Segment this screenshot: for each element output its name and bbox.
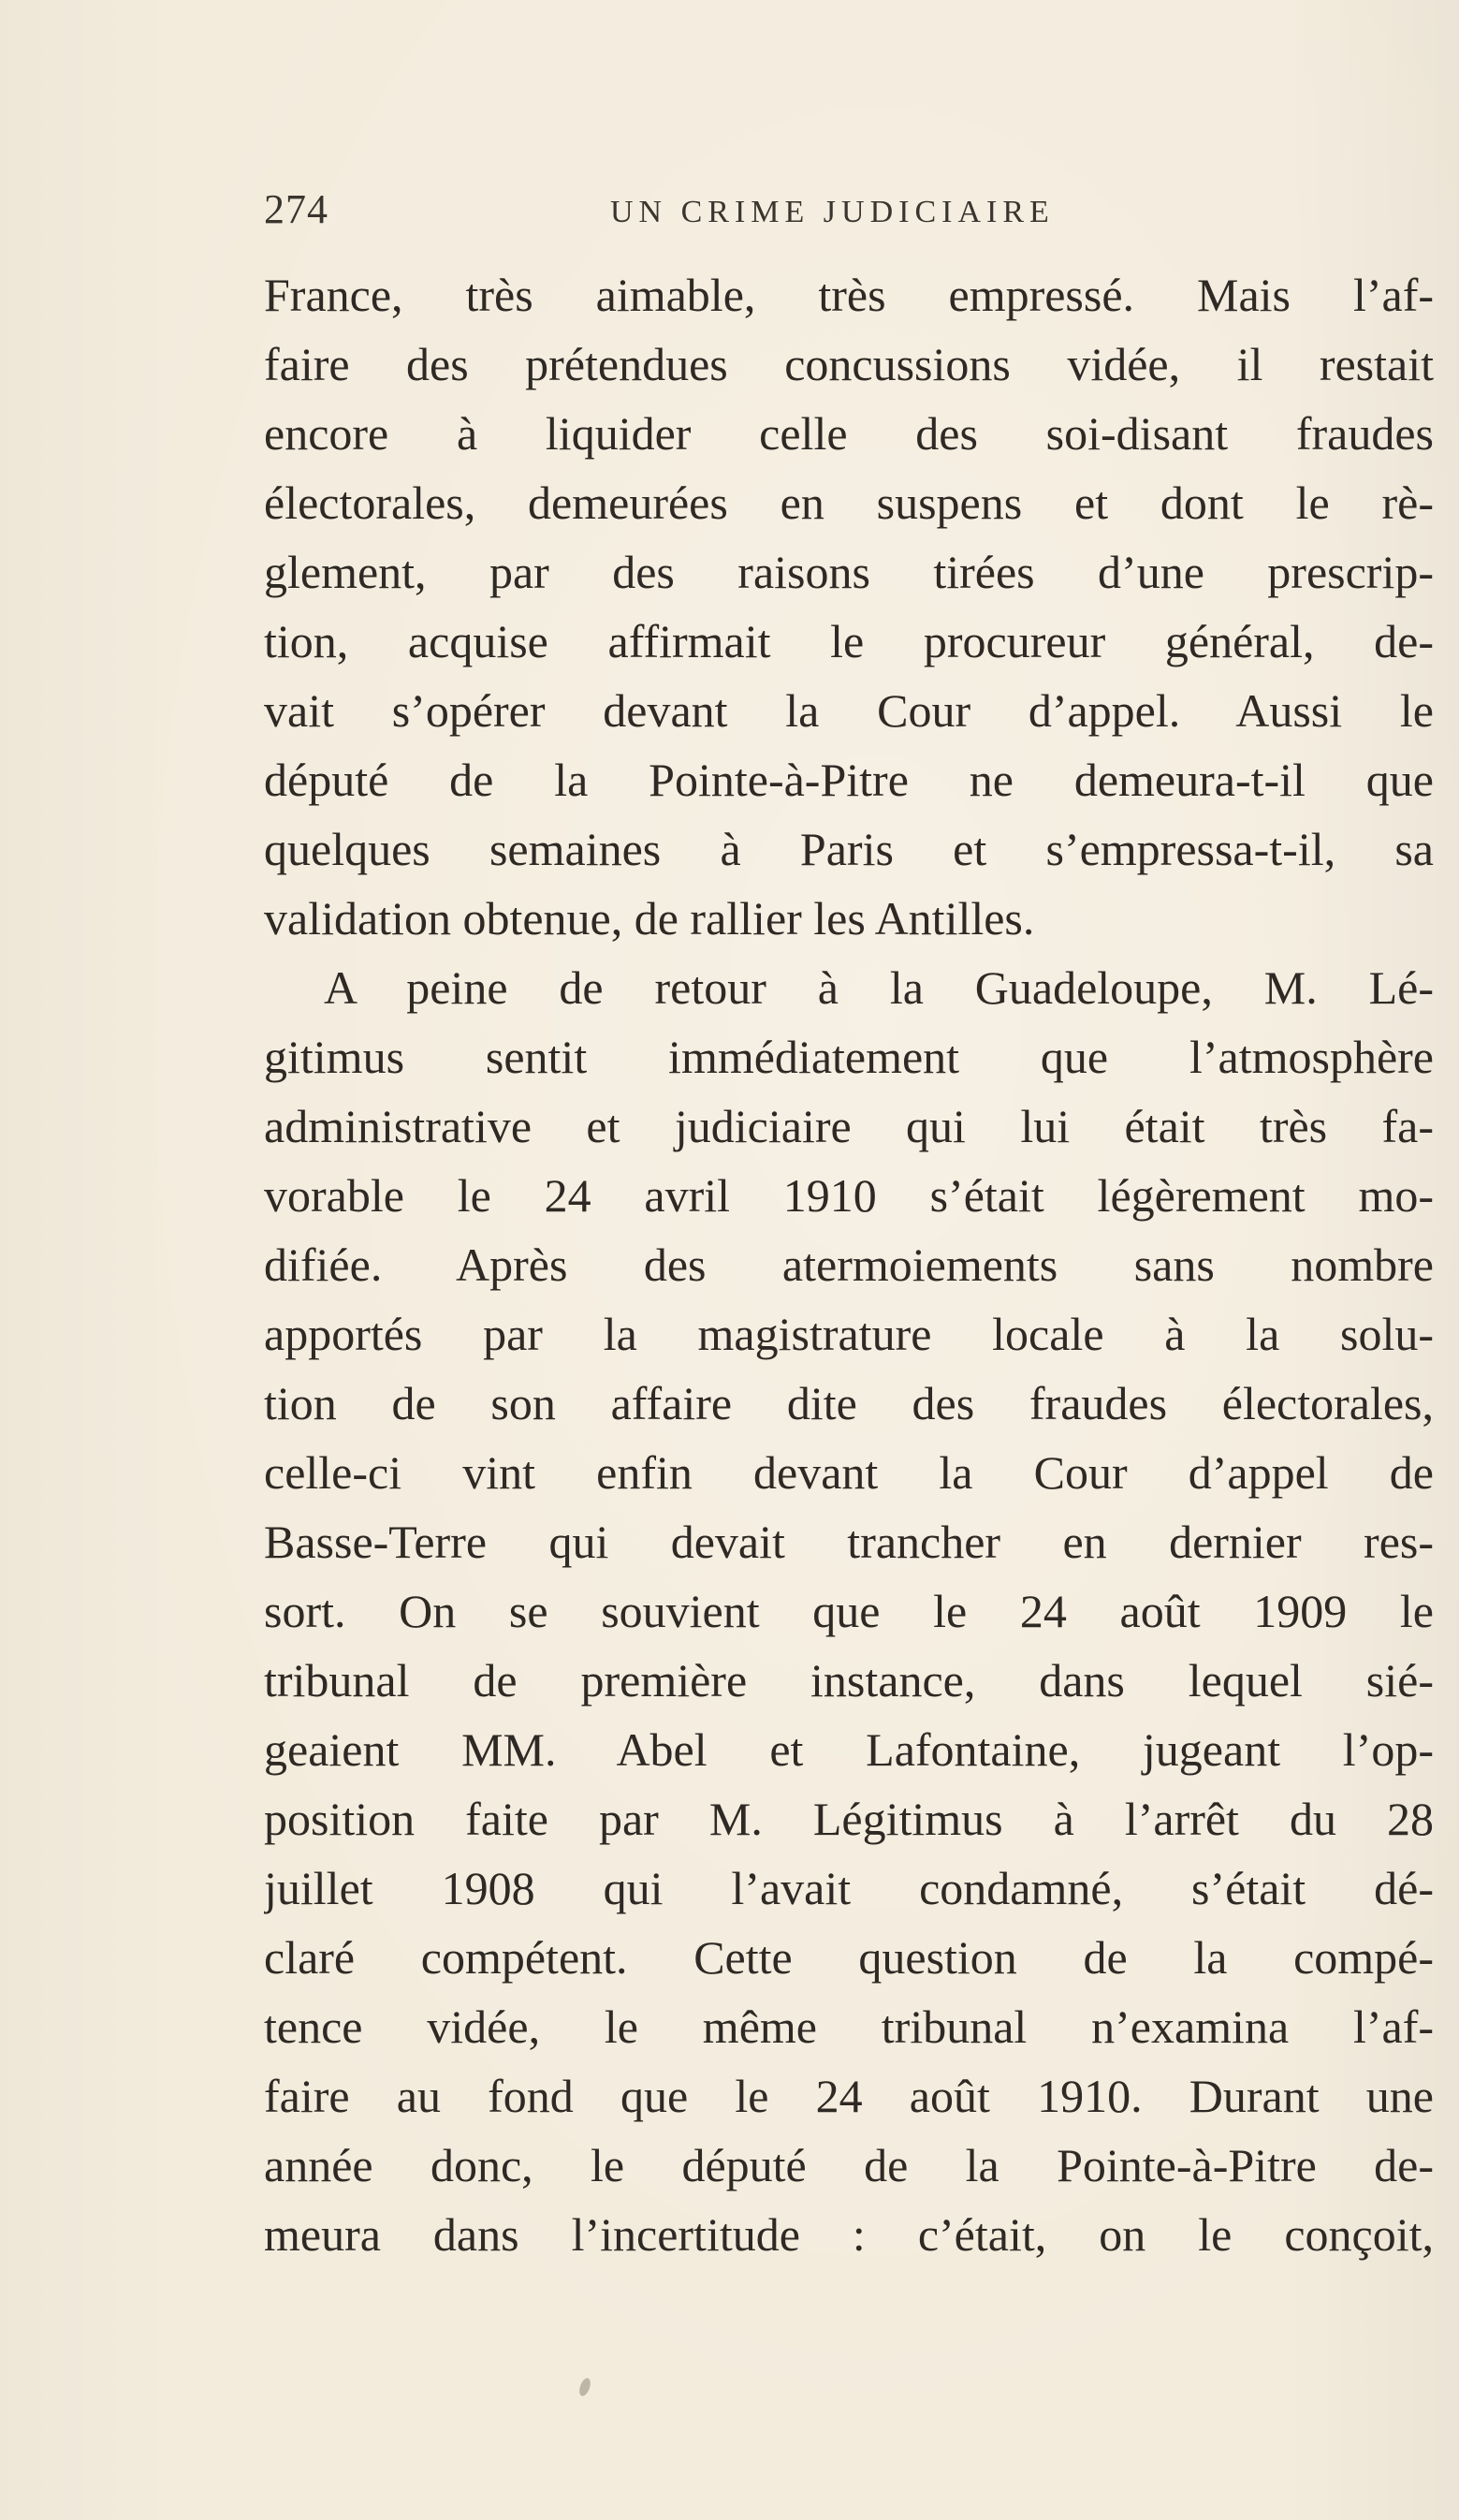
text-line: Basse-Terre qui devait trancher en dernier res- xyxy=(264,1516,1434,1568)
text-line: électorales, demeurées en suspens et dont le rè- xyxy=(264,476,1434,529)
text-line: glement, par des raisons tirées d’une prescrip- xyxy=(264,546,1434,598)
text-line: tence vidée, le même tribunal n’examina l’af- xyxy=(264,2000,1434,2053)
text-line: faire des prétendues concussions vidée, il restait xyxy=(264,338,1434,390)
text-line: année donc, le député de la Pointe-à-Pitre de- xyxy=(264,2139,1434,2191)
text-line: député de la Pointe-à-Pitre ne demeura-t-il que xyxy=(264,754,1434,806)
text-line: position faite par M. Légitimus à l’arrêt du 28 xyxy=(264,1793,1434,1845)
text-line: difiée. Après des atermoiements sans nombre xyxy=(264,1238,1434,1291)
text-line: sort. On se souvient que le 24 août 1909 le xyxy=(264,1585,1434,1637)
text-line: apportés par la magistrature locale à la solu- xyxy=(264,1308,1434,1360)
text-line: tion de son affaire dite des fraudes électorales, xyxy=(264,1377,1434,1429)
body-text xyxy=(264,260,1434,2269)
text-line: juillet 1908 qui l’avait condamné, s’était dé- xyxy=(264,1862,1434,1914)
text-line: quelques semaines à Paris et s’empressa-t-il, sa xyxy=(264,823,1434,875)
running-title: UN CRIME JUDICIAIRE xyxy=(610,195,1055,229)
text-line: vait s’opérer devant la Cour d’appel. Aussi le xyxy=(264,684,1434,737)
page-header xyxy=(264,185,1434,242)
text-line: gitimus sentit immédiatement que l’atmosphère xyxy=(264,1031,1434,1083)
text-line: validation obtenue, de rallier les Antilles. xyxy=(264,892,1035,945)
page-number: 274 xyxy=(264,186,328,232)
text-line: tion, acquise affirmait le procureur général, de- xyxy=(264,615,1434,667)
text-line: geaient MM. Abel et Lafontaine, jugeant l’op- xyxy=(264,1723,1434,1776)
text-line: France, très aimable, très empressé. Mais l’af- xyxy=(264,269,1434,321)
text-line: encore à liquider celle des soi-disant fraudes xyxy=(264,407,1434,460)
text-line: A peine de retour à la Guadeloupe, M. Lé- xyxy=(324,961,1434,1014)
text-line: meura dans l’incertitude : c’était, on le conçoit, xyxy=(264,2208,1434,2261)
text-line: vorable le 24 avril 1910 s’était légèrement mo- xyxy=(264,1169,1434,1222)
text-line: tribunal de première instance, dans lequel sié- xyxy=(264,1654,1434,1707)
text-line: celle-ci vint enfin devant la Cour d’appel de xyxy=(264,1446,1434,1499)
text-line: faire au fond que le 24 août 1910. Durant une xyxy=(264,2070,1434,2122)
text-line: administrative et judiciaire qui lui était très fa- xyxy=(264,1100,1434,1152)
ink-smudge xyxy=(577,2377,592,2397)
text-line: claré compétent. Cette question de la compé- xyxy=(264,1931,1434,1984)
